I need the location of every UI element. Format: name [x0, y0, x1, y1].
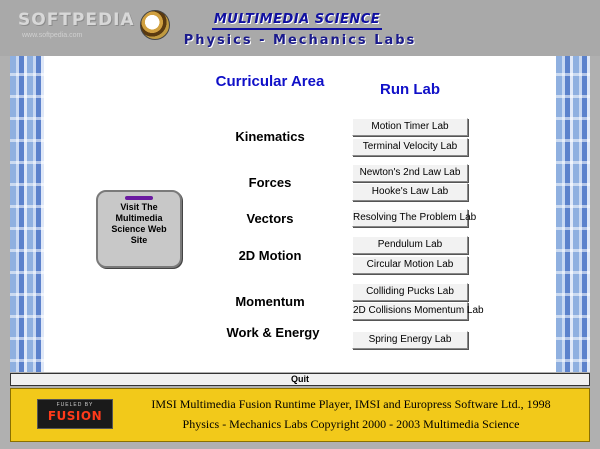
hookes-law-lab-button[interactable]: Hooke's Law Lab [352, 183, 468, 201]
visit-accent-bar [125, 196, 153, 200]
category-work-energy: Work & Energy [226, 325, 320, 340]
science-logo-icon [140, 10, 170, 40]
watermark-url: www.softpedia.com [22, 32, 83, 39]
category-forces: Forces [248, 175, 292, 190]
watermark: SOFTPEDIA [18, 10, 135, 30]
pendulum-lab-button[interactable]: Pendulum Lab [352, 236, 468, 254]
newtons-2nd-law-lab-button[interactable]: Newton's 2nd Law Lab [352, 164, 468, 182]
footer-credits-line: IMSI Multimedia Fusion Runtime Player, IMSI and Europress Software Ltd., 1998 [151, 397, 551, 411]
app-subtitle: Physics - Mechanics Labs [183, 33, 417, 48]
app-header [0, 0, 600, 56]
circular-motion-lab-button[interactable]: Circular Motion Lab [352, 256, 468, 274]
category-momentum: Momentum [235, 294, 305, 309]
category-vectors: Vectors [246, 211, 294, 226]
visit-website-button[interactable] [96, 190, 182, 268]
fusion-logo [37, 399, 113, 429]
colliding-pucks-lab-button[interactable]: Colliding Pucks Lab [352, 283, 468, 301]
spring-energy-lab-button[interactable]: Spring Energy Lab [352, 331, 468, 349]
category-2d-motion: 2D Motion [238, 248, 302, 263]
resolving-the-problem-lab-button[interactable]: Resolving The Problem Lab [352, 209, 468, 227]
quit-button[interactable]: Quit [10, 373, 590, 386]
left-border-pattern [10, 56, 44, 372]
right-border-pattern [556, 56, 590, 372]
2d-collisions-momentum-lab-button[interactable]: 2D Collisions Momentum Lab [352, 302, 468, 320]
main-panel [10, 56, 590, 372]
run-lab-header: Run Lab [380, 81, 440, 98]
terminal-velocity-lab-button[interactable]: Terminal Velocity Lab [352, 138, 468, 156]
app-title: MULTIMEDIA SCIENCE [213, 12, 381, 27]
footer-copyright-line: Physics - Mechanics Labs Copyright 2000 - 2003 Multimedia Science [182, 417, 520, 431]
footer-panel [10, 388, 590, 442]
visit-website-label: Visit The Multimedia Science Web Site [111, 202, 167, 245]
curricular-area-header: Curricular Area [215, 73, 325, 90]
fusion-logo-text: FUSION [47, 409, 103, 423]
category-kinematics: Kinematics [235, 129, 305, 144]
motion-timer-lab-button[interactable]: Motion Timer Lab [352, 118, 468, 136]
fusion-logo-small-text: FUELED BY [56, 402, 94, 408]
